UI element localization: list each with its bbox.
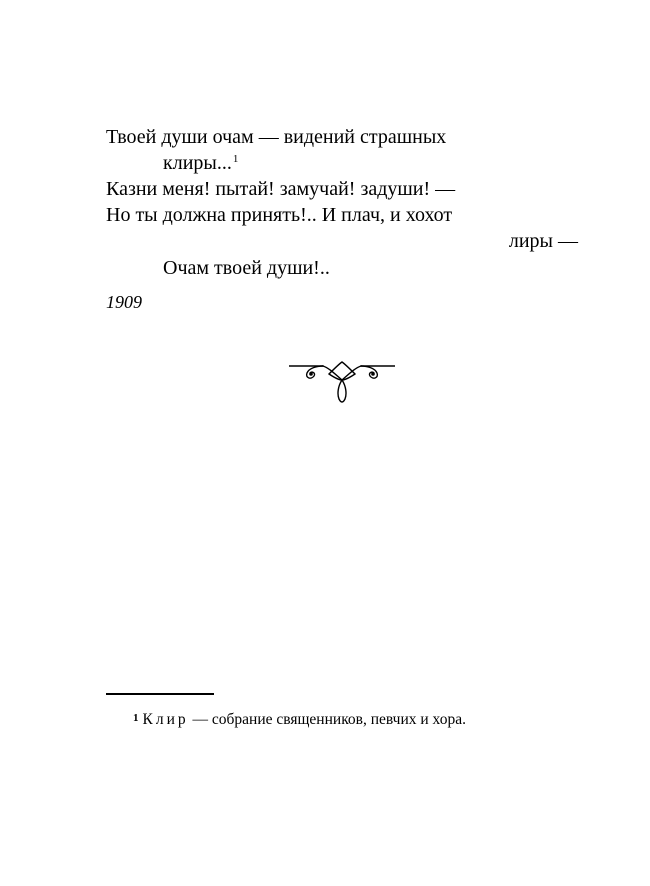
poem-date: 1909 (106, 292, 142, 312)
poem-line-2: клиры...$^1$ (163, 152, 239, 174)
poem-line-4: Но ты должна принять!.. И плач, и хохот (106, 204, 453, 226)
poem-line-5: лиры — (508, 230, 578, 252)
footnote (133, 710, 466, 730)
poem-line-1: Твоей души очам — видений страшных (106, 126, 447, 148)
footnote-reference[interactable]: 1 (232, 153, 239, 165)
poem-line-3: Казни меня! пытай! замучай! задуши! — (106, 178, 456, 200)
poem-line-6: Очам твоей души!.. (163, 257, 330, 279)
footnote-divider (106, 693, 214, 695)
fleuron-ornament-icon (289, 360, 395, 406)
footnote-mark: 1 (133, 712, 139, 724)
footnote-text: — собрание священников, певчих и хора. (188, 711, 466, 728)
footnote-term: Клир (142, 711, 189, 728)
